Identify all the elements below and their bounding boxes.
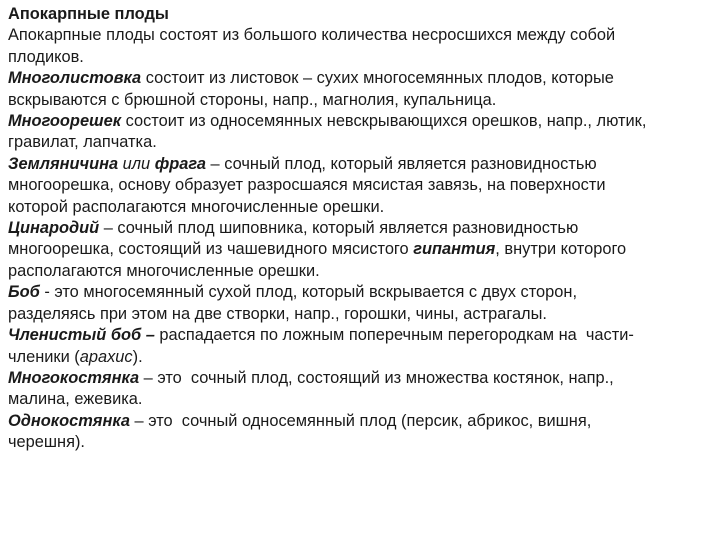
chlenisty-bob-text-1: распадается по ложным поперечным перегородкам на части- xyxy=(154,326,634,345)
zemlyanichina-text-1: – сочный плод, который является разновидностью xyxy=(206,154,597,173)
paragraph-zemlyanichina-line-3: которой располагаются многочисленные орешки. xyxy=(8,197,385,216)
mnogooreshek-text-1: состоит из односемянных невскрывающихся орешков, напр., лютик, xyxy=(121,112,647,131)
paragraph-cynarrhodium-line-3: располагаются многочисленные орешки. xyxy=(8,261,320,280)
term-cynarrhodium: Цинародий xyxy=(8,219,100,238)
term-hypanthium: гипантия xyxy=(413,240,496,259)
chlenisty-bob-text-2a: членики ( xyxy=(8,347,80,366)
mnogolistovka-text-1: состоит из листовок – сухих многосемянных плодов, которые xyxy=(141,69,614,88)
cynarrhodium-text-2b: , внутри которого xyxy=(495,240,627,259)
paragraph-mnogolistovka-line-2: вскрываются с брюшной стороны, напр., магнолия, купальница. xyxy=(8,90,497,109)
chlenisty-bob-text-2b: ). xyxy=(132,347,143,366)
paragraph-chlenisty-bob-line-1 xyxy=(8,325,712,346)
paragraph-zemlyanichina-line-2: многоорешка, основу образует разросшаяся мясистая завязь, на поверхности xyxy=(8,176,606,195)
text-block xyxy=(8,4,712,454)
intro-line-2: плодиков. xyxy=(8,47,84,66)
term-odnokostyanka: Однокостянка xyxy=(8,411,130,430)
bob-text-1: - это многосемянный сухой плод, который вскрывается с двух сторон, xyxy=(39,283,577,302)
cynarrhodium-text-2a: многоорешка, состоящий из чашевидного мясистого xyxy=(8,240,414,259)
intro-line-1: Апокарпные плоды состоят из большого количества несросшихся между собой xyxy=(8,26,616,45)
zemlyanichina-or: или xyxy=(118,154,155,173)
term-chlenisty-bob: Членистый боб – xyxy=(8,326,155,345)
paragraph-mnogokostyanka-line-1 xyxy=(8,368,712,389)
heading: Апокарпные плоды xyxy=(8,5,169,23)
paragraph-odnokostyanka-line-2: черешня). xyxy=(8,433,85,452)
paragraph-cynarrhodium-line-1 xyxy=(8,218,712,239)
paragraph-bob-line-1 xyxy=(8,282,712,303)
term-mnogolistovka: Многолистовка xyxy=(8,69,142,88)
paragraph-mnogooreshek-line-1 xyxy=(8,111,712,132)
term-zemlyanichina: Земляничина xyxy=(8,154,119,173)
mnogokostyanka-text-1: – это сочный плод, состоящий из множества костянок, напр., xyxy=(139,368,614,387)
paragraph-odnokostyanka-line-1 xyxy=(8,411,712,432)
odnokostyanka-text-1: – это сочный односемянный плод (персик, абрикос, вишня, xyxy=(129,411,592,430)
term-mnogooreshek: Многоорешек xyxy=(8,112,122,131)
example-arakhis: арахис xyxy=(79,347,133,366)
paragraph-mnogooreshek-line-2: гравилат, лапчатка. xyxy=(8,133,157,152)
paragraph-zemlyanichina-line-1 xyxy=(8,154,712,175)
paragraph-mnogokostyanka-line-2: малина, ежевика. xyxy=(8,390,143,409)
term-fraga: фрага xyxy=(154,154,206,173)
paragraph-chlenisty-bob-line-2 xyxy=(8,347,712,368)
paragraph-cynarrhodium-line-2 xyxy=(8,239,712,260)
term-mnogokostyanka: Многокостянка xyxy=(8,368,140,387)
paragraph-mnogolistovka-line-1 xyxy=(8,68,712,89)
cynarrhodium-text-1: – сочный плод шиповника, который является разновидностью xyxy=(99,219,579,238)
paragraph-bob-line-2: разделяясь при этом на две створки, напр., горошки, чины, астрагалы. xyxy=(8,304,547,323)
term-bob: Боб xyxy=(8,283,40,302)
